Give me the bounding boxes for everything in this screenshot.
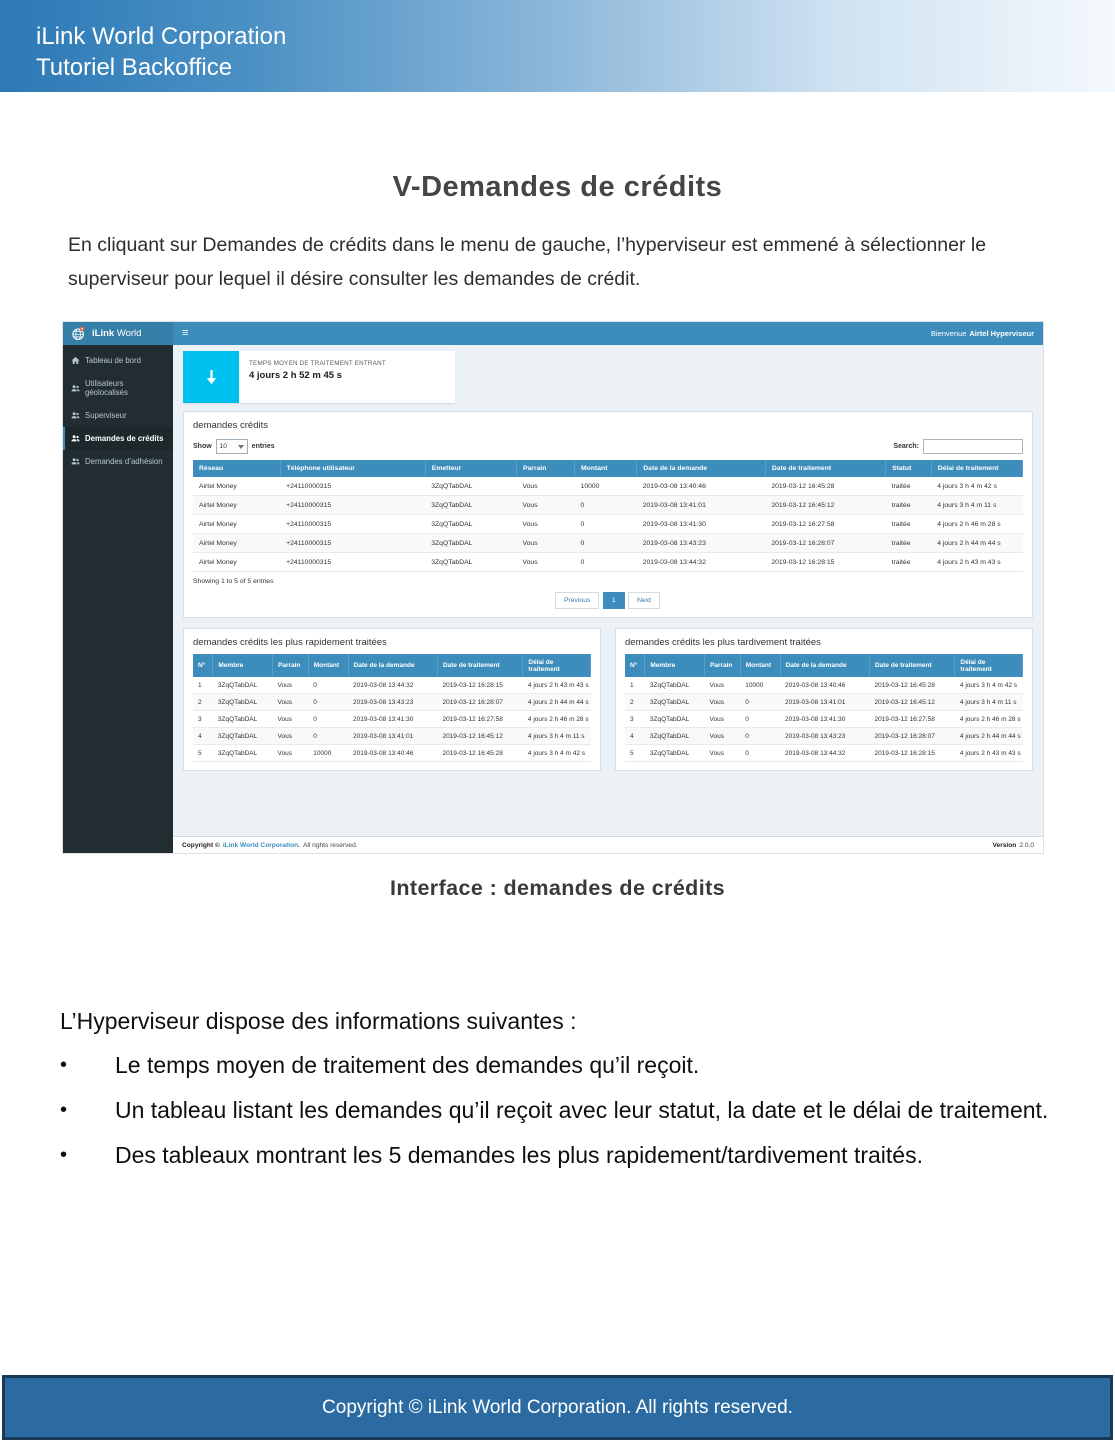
table-cell: 2019-03-08 13:41:30 xyxy=(780,711,869,728)
table-cell: 4 jours 2 h 46 m 28 s xyxy=(931,515,1022,534)
table-cell: 2019-03-08 13:44:32 xyxy=(348,677,437,694)
sidebar-item-label: Tableau de bord xyxy=(85,356,141,365)
version-value: 2.0.0 xyxy=(1019,841,1034,849)
search-label: Search: xyxy=(893,443,919,450)
table-cell: 3ZqQTabDAL xyxy=(645,694,705,711)
column-header: Date de la demande xyxy=(348,654,437,677)
table-cell: traitée xyxy=(886,534,932,553)
table-cell: 2019-03-12 16:27:58 xyxy=(869,711,954,728)
info-block xyxy=(60,1008,1070,1186)
table-cell: 1 xyxy=(625,677,645,694)
table-cell: 4 jours 2 h 43 m 43 s xyxy=(523,677,591,694)
infobox-label: TEMPS MOYEN DE TRAITEMENT ENTRANT xyxy=(249,360,386,367)
table-cell: 3ZqQTabDAL xyxy=(213,745,273,762)
table-cell: Airtel Money xyxy=(193,534,280,553)
table-cell: +24110000315 xyxy=(280,553,425,572)
table-row xyxy=(193,711,591,728)
table-cell: Vous xyxy=(273,694,309,711)
table-cell: 2019-03-08 13:44:32 xyxy=(780,745,869,762)
table-cell: 0 xyxy=(740,728,780,745)
table-cell: 4 jours 2 h 46 m 28 s xyxy=(955,711,1023,728)
bullet-item: • Un tableau listant les demandes qu’il reçoit avec leur statut, la date et le délai de traitement. xyxy=(60,1096,1070,1124)
table-cell: Vous xyxy=(705,728,741,745)
column-header: N° xyxy=(625,654,645,677)
table-cell: Vous xyxy=(516,553,574,572)
table-cell: 2019-03-12 16:45:12 xyxy=(765,496,885,515)
sidebar-item-label: Superviseur xyxy=(85,411,127,420)
pagination-previous-button[interactable]: Previous xyxy=(555,592,599,609)
table-cell: 3ZqQTabDAL xyxy=(645,677,705,694)
document-header-banner xyxy=(0,0,1115,92)
table-cell: 3ZqQTabDAL xyxy=(645,711,705,728)
slowest-processed-table xyxy=(625,654,1023,762)
column-header: Montant xyxy=(740,654,780,677)
column-header: Parrain xyxy=(273,654,309,677)
show-entries-value: 10 xyxy=(219,443,227,450)
hamburger-menu-icon[interactable]: ≡ xyxy=(182,327,189,339)
search-input[interactable] xyxy=(923,439,1023,454)
table-cell: 3ZqQTabDAL xyxy=(425,477,516,496)
table-cell: 4 jours 3 h 4 m 42 s xyxy=(955,677,1023,694)
table-cell: 2019-03-08 13:41:01 xyxy=(780,694,869,711)
column-header: Délai de traitement xyxy=(955,654,1023,677)
column-header: Montant xyxy=(308,654,348,677)
table-cell: 10000 xyxy=(308,745,348,762)
table-cell: 2019-03-12 16:45:28 xyxy=(765,477,885,496)
banner-line1: iLink World Corporation xyxy=(36,23,287,50)
sidebar-item-superviseur[interactable] xyxy=(63,404,173,427)
info-bullet-list xyxy=(60,1051,1070,1169)
table-cell: 0 xyxy=(575,515,637,534)
table-cell: 3ZqQTabDAL xyxy=(425,534,516,553)
table-cell: 3ZqQTabDAL xyxy=(425,496,516,515)
column-header: Montant xyxy=(575,460,637,477)
users-icon xyxy=(71,457,80,466)
globe-logo-icon xyxy=(71,326,86,341)
table-cell: traitée xyxy=(886,496,932,515)
column-header: Date de traitement xyxy=(765,460,885,477)
panel-title: demandes crédits xyxy=(193,420,268,431)
table-cell: 3ZqQTabDAL xyxy=(213,728,273,745)
app-footer xyxy=(173,836,1043,853)
table-row xyxy=(625,745,1023,762)
sidebar-item-tableau-de-bord[interactable] xyxy=(63,349,173,372)
table-cell: Vous xyxy=(705,677,741,694)
table-cell: 4 xyxy=(193,728,213,745)
table-row xyxy=(193,553,1023,572)
table-cell: 2019-03-08 13:43:23 xyxy=(637,534,766,553)
table-header-row xyxy=(625,654,1023,677)
pagination-next-button[interactable]: Next xyxy=(628,592,660,609)
table-cell: Vous xyxy=(516,477,574,496)
welcome-label: Bienvenue xyxy=(930,329,967,338)
column-header: Parrain xyxy=(516,460,574,477)
table-cell: +24110000315 xyxy=(280,496,425,515)
table-header-row xyxy=(193,460,1023,477)
table-header-row xyxy=(193,654,591,677)
table-row xyxy=(193,728,591,745)
figure-caption: Interface : demandes de crédits xyxy=(389,876,725,900)
intro-paragraph: En cliquant sur Demandes de crédits dans le menu de gauche, l’hyperviseur est emmené à sélectionner le superviseur pour lequel il désire consulter les demandes de crédit. xyxy=(68,234,987,290)
table-cell: 2019-03-12 16:28:15 xyxy=(437,677,522,694)
down-arrow-icon xyxy=(183,351,239,403)
table-cell: 2019-03-08 13:40:46 xyxy=(637,477,766,496)
sidebar-item-demandes-de-credits[interactable] xyxy=(63,427,173,450)
column-header: Date de la demande xyxy=(780,654,869,677)
table-cell: 4 jours 2 h 46 m 28 s xyxy=(523,711,591,728)
column-header: Membre xyxy=(645,654,705,677)
table-cell: Vous xyxy=(273,677,309,694)
table-cell: 0 xyxy=(575,496,637,515)
table-cell: 2019-03-08 13:43:23 xyxy=(780,728,869,745)
table-cell: 2 xyxy=(193,694,213,711)
table-cell: 0 xyxy=(308,728,348,745)
banner-text xyxy=(36,21,286,83)
slowest-processed-panel xyxy=(615,628,1033,771)
table-row xyxy=(625,728,1023,745)
brand-name: iLink World xyxy=(92,328,142,339)
table-cell: 2019-03-08 13:40:46 xyxy=(780,677,869,694)
column-header: Délai de traitement xyxy=(931,460,1022,477)
table-cell: 4 jours 2 h 43 m 43 s xyxy=(931,553,1022,572)
table-cell: 4 jours 3 h 4 m 11 s xyxy=(955,694,1023,711)
app-content xyxy=(173,345,1043,836)
info-heading: L’Hyperviseur dispose des informations suivantes : xyxy=(60,1008,577,1034)
table-row xyxy=(193,515,1023,534)
pagination xyxy=(193,589,1023,609)
table-cell: 5 xyxy=(193,745,213,762)
users-icon xyxy=(71,434,80,443)
column-header: Emetteur xyxy=(425,460,516,477)
table-cell: 0 xyxy=(308,677,348,694)
table-cell: 2019-03-08 13:43:23 xyxy=(348,694,437,711)
show-label: Show xyxy=(193,443,212,450)
table-cell: 5 xyxy=(625,745,645,762)
version-label: Version xyxy=(992,841,1017,849)
users-icon xyxy=(71,411,80,420)
table-cell: 3ZqQTabDAL xyxy=(645,728,705,745)
column-header: Date de la demande xyxy=(637,460,766,477)
table-cell: 4 jours 3 h 4 m 42 s xyxy=(523,745,591,762)
table-cell: 0 xyxy=(308,711,348,728)
table-cell: 2019-03-12 16:45:12 xyxy=(869,694,954,711)
table-cell: 2019-03-08 13:41:01 xyxy=(348,728,437,745)
credit-requests-panel xyxy=(183,411,1033,618)
app-navbar xyxy=(63,322,1043,345)
table-cell: 2019-03-12 16:45:12 xyxy=(437,728,522,745)
table-cell: 2019-03-12 16:27:58 xyxy=(437,711,522,728)
table-cell: 2019-03-12 16:28:15 xyxy=(869,745,954,762)
sidebar xyxy=(63,345,173,853)
table-cell: 2019-03-12 16:45:28 xyxy=(869,677,954,694)
navbar-main xyxy=(173,322,1043,345)
table-cell: 3ZqQTabDAL xyxy=(213,694,273,711)
table-cell: Vous xyxy=(516,534,574,553)
show-entries-select[interactable] xyxy=(216,439,248,454)
table-cell: 2019-03-08 13:41:01 xyxy=(637,496,766,515)
sidebar-item-label: Demandes de crédits xyxy=(85,434,164,443)
table-cell: 2019-03-08 13:41:30 xyxy=(348,711,437,728)
page-title: V-Demandes de crédits xyxy=(392,171,723,203)
table-row xyxy=(625,677,1023,694)
table-cell: Airtel Money xyxy=(193,477,280,496)
table-cell: 1 xyxy=(193,677,213,694)
user-menu[interactable] xyxy=(931,329,1034,338)
users-icon xyxy=(71,384,80,393)
table-row xyxy=(193,477,1023,496)
table-cell: Vous xyxy=(273,745,309,762)
app-logo[interactable] xyxy=(63,322,173,345)
table-row xyxy=(193,694,591,711)
column-header: N° xyxy=(193,654,213,677)
table-cell: 2019-03-08 13:41:30 xyxy=(637,515,766,534)
table-cell: 3ZqQTabDAL xyxy=(213,677,273,694)
entries-label: entries xyxy=(251,443,275,450)
table-cell: 0 xyxy=(740,711,780,728)
table-row xyxy=(193,496,1023,515)
column-header: Délai de traitement xyxy=(523,654,591,677)
table-row xyxy=(193,534,1023,553)
column-header: Membre xyxy=(213,654,273,677)
table-cell: 4 jours 3 h 4 m 11 s xyxy=(523,728,591,745)
sidebar-item-utilisateurs-geolocalises[interactable] xyxy=(63,372,173,404)
table-row xyxy=(625,711,1023,728)
table-cell: Airtel Money xyxy=(193,496,280,515)
table-cell: 2 xyxy=(625,694,645,711)
table-cell: 0 xyxy=(308,694,348,711)
avg-processing-time-infobox xyxy=(183,351,455,403)
document-footer-bar xyxy=(2,1375,1113,1440)
table-cell: 3ZqQTabDAL xyxy=(213,711,273,728)
table-cell: 2019-03-12 16:28:07 xyxy=(765,534,885,553)
table-row xyxy=(625,694,1023,711)
table-cell: Vous xyxy=(273,711,309,728)
table-cell: 2019-03-12 16:45:28 xyxy=(437,745,522,762)
panel-title: demandes crédits les plus rapidement traitées xyxy=(193,637,387,648)
table-cell: 4 jours 2 h 44 m 44 s xyxy=(523,694,591,711)
table-cell: +24110000315 xyxy=(280,515,425,534)
fastest-processed-panel xyxy=(183,628,601,771)
company-link[interactable]: iLink World Corporation. xyxy=(222,841,300,849)
table-cell: 4 jours 2 h 44 m 44 s xyxy=(931,534,1022,553)
table-cell: 0 xyxy=(575,534,637,553)
infobox-value: 4 jours 2 h 52 m 45 s xyxy=(249,370,342,381)
showing-entries-text: Showing 1 to 5 of 5 entries xyxy=(193,578,274,585)
table-cell: 10000 xyxy=(575,477,637,496)
fastest-processed-table xyxy=(193,654,591,762)
sidebar-item-label: Utilisateurs géolocalisés xyxy=(85,379,128,397)
table-cell: 4 jours 2 h 43 m 43 s xyxy=(955,745,1023,762)
table-cell: 0 xyxy=(740,694,780,711)
table-cell: 0 xyxy=(740,745,780,762)
footer-copyright-text: Copyright © iLink World Corporation. All rights reserved. xyxy=(322,1396,793,1418)
table-cell: +24110000315 xyxy=(280,534,425,553)
column-header: Statut xyxy=(886,460,932,477)
table-cell: Vous xyxy=(705,694,741,711)
chevron-down-icon xyxy=(238,445,244,449)
bullet-item: • Des tableaux montrant les 5 demandes les plus rapidement/tardivement traités. xyxy=(60,1141,1070,1169)
column-header: Téléphone utilisateur xyxy=(280,460,425,477)
table-cell: Airtel Money xyxy=(193,515,280,534)
table-cell: 4 jours 3 h 4 m 11 s xyxy=(931,496,1022,515)
bullet-item: • Le temps moyen de traitement des demandes qu’il reçoit. xyxy=(60,1051,1070,1079)
table-cell: 3ZqQTabDAL xyxy=(425,553,516,572)
column-header: Parrain xyxy=(705,654,741,677)
rights-text: All rights reserved. xyxy=(303,841,358,849)
table-cell: Vous xyxy=(705,711,741,728)
table-cell: 2019-03-08 13:44:32 xyxy=(637,553,766,572)
backoffice-screenshot xyxy=(63,322,1043,853)
table-row xyxy=(193,677,591,694)
table-cell: 3ZqQTabDAL xyxy=(645,745,705,762)
column-header: Date de traitement xyxy=(437,654,522,677)
table-cell: +24110000315 xyxy=(280,477,425,496)
table-cell: 2019-03-08 13:40:46 xyxy=(348,745,437,762)
table-row xyxy=(193,745,591,762)
panel-title: demandes crédits les plus tardivement traitées xyxy=(625,637,821,648)
banner-line2: Tutoriel Backoffice xyxy=(36,54,233,81)
table-cell: Vous xyxy=(516,496,574,515)
pagination-page-1-button[interactable]: 1 xyxy=(603,592,625,609)
table-cell: 4 jours 3 h 4 m 42 s xyxy=(931,477,1022,496)
sidebar-item-label: Demandes d’adhésion xyxy=(85,457,163,466)
sidebar-item-demandes-adhesion[interactable] xyxy=(63,450,173,473)
column-header: Date de traitement xyxy=(869,654,954,677)
welcome-username: Airtel Hyperviseur xyxy=(969,329,1034,338)
copyright-label: Copyright © xyxy=(182,841,220,849)
table-cell: 4 jours 2 h 44 m 44 s xyxy=(955,728,1023,745)
table-cell: 3 xyxy=(193,711,213,728)
table-cell: 2019-03-12 16:28:07 xyxy=(869,728,954,745)
table-cell: 3ZqQTabDAL xyxy=(425,515,516,534)
table-cell: traitée xyxy=(886,515,932,534)
table-cell: 2019-03-12 16:28:15 xyxy=(765,553,885,572)
home-icon xyxy=(71,356,80,365)
table-cell: 4 xyxy=(625,728,645,745)
table-cell: Vous xyxy=(516,515,574,534)
table-cell: Airtel Money xyxy=(193,553,280,572)
table-cell: 2019-03-12 16:27:58 xyxy=(765,515,885,534)
table-cell: Vous xyxy=(705,745,741,762)
table-cell: traitée xyxy=(886,477,932,496)
table-cell: 2019-03-12 16:28:07 xyxy=(437,694,522,711)
table-cell: 10000 xyxy=(740,677,780,694)
table-cell: 3 xyxy=(625,711,645,728)
table-cell: 0 xyxy=(575,553,637,572)
credit-requests-table xyxy=(193,460,1023,572)
column-header: Réseau xyxy=(193,460,280,477)
table-cell: Vous xyxy=(273,728,309,745)
table-cell: traitée xyxy=(886,553,932,572)
